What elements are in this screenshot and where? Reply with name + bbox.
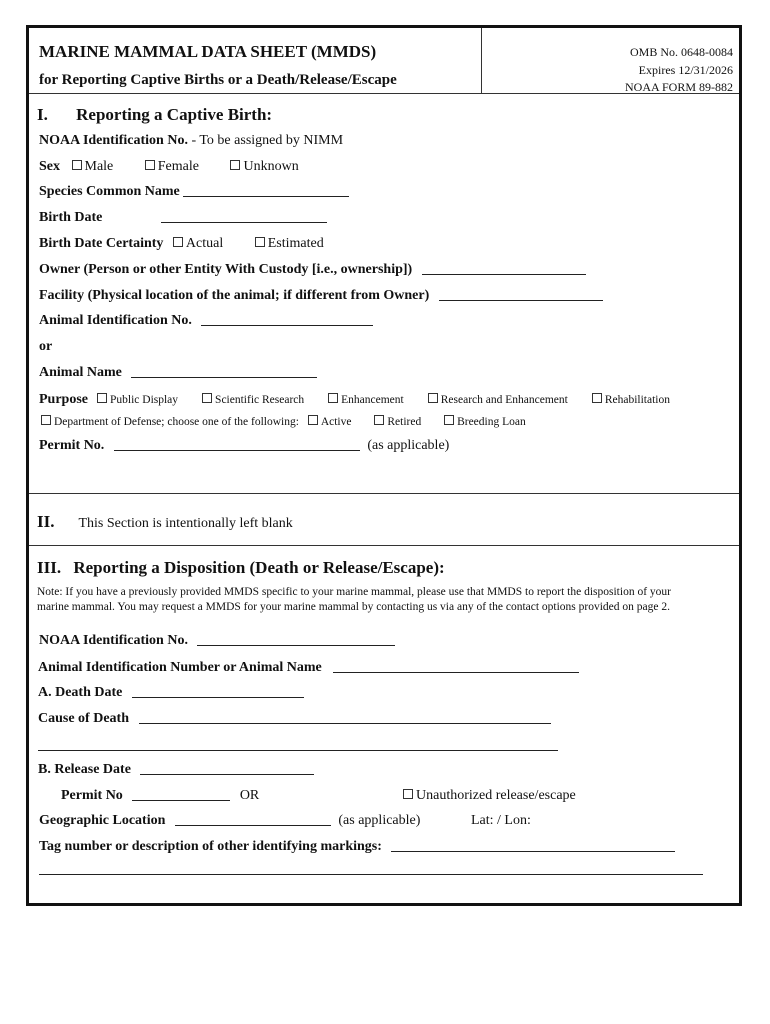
cause-row-2 (38, 736, 558, 754)
form-frame (26, 25, 742, 906)
s3-animal-id-label: Animal Identification Number or Animal Name (38, 660, 322, 675)
s3-permit-row (61, 788, 259, 804)
release-date-field[interactable] (140, 762, 314, 775)
certainty-actual-label: Actual (185, 236, 224, 251)
section2-bottom-rule (29, 545, 739, 546)
purpose-public-display-label: Public Display (110, 394, 179, 406)
geo-row (39, 813, 420, 829)
cause-row (38, 711, 551, 727)
cause-field[interactable] (139, 711, 551, 724)
death-date-row (38, 685, 304, 701)
certainty-row (39, 236, 344, 252)
certainty-estimated-label: Estimated (267, 236, 324, 251)
tag-label: Tag number or description of other identifying markings: (39, 839, 382, 854)
facility-field[interactable] (439, 288, 603, 301)
section3-title: Reporting a Disposition (Death or Release/Escape): (73, 558, 445, 577)
purpose-rehabilitation-checkbox[interactable] (592, 393, 602, 403)
header-bottom-rule (29, 93, 739, 94)
section2-text: This Section is intentionally left blank (78, 516, 293, 531)
section1-title: Reporting a Captive Birth: (76, 105, 273, 124)
animal-id-row (39, 313, 373, 329)
noaa-id-row (39, 133, 343, 149)
birth-date-label: Birth Date (39, 210, 103, 225)
unauthorized-checkbox[interactable] (403, 789, 413, 799)
form-subtitle: for Reporting Captive Births or a Death/Release/Escape (39, 72, 397, 88)
animal-name-row (39, 365, 317, 381)
purpose-scientific-research-checkbox[interactable] (202, 393, 212, 403)
expiration-date: Expires 12/31/2026 (638, 63, 733, 77)
s3-permit-field[interactable] (132, 788, 230, 801)
dod-row (41, 415, 546, 428)
tag-field[interactable] (391, 839, 675, 852)
purpose-research-enhancement-label: Research and Enhancement (440, 394, 568, 406)
dod-retired-label: Retired (387, 416, 422, 428)
certainty-actual-checkbox[interactable] (173, 237, 183, 247)
section3-note-line2: marine mammal. You may request a MMDS for your marine mammal by contacting us via any of the contact options provided on page 2. (37, 601, 670, 613)
purpose-public-display-checkbox[interactable] (97, 393, 107, 403)
birth-date-row (39, 210, 327, 226)
s3-animal-id-row (38, 660, 579, 676)
species-field[interactable] (183, 184, 349, 197)
permit-suffix: (as applicable) (367, 438, 450, 453)
tag-row-2 (39, 860, 703, 878)
certainty-estimated-checkbox[interactable] (255, 237, 265, 247)
certainty-label: Birth Date Certainty (39, 236, 164, 251)
section1-numeral: I. (37, 105, 48, 124)
s3-noaa-id-label: NOAA Identification No. (39, 633, 188, 648)
cause-field-line2[interactable] (38, 738, 558, 751)
owner-field[interactable] (422, 262, 586, 275)
animal-id-field[interactable] (201, 313, 373, 326)
dod-checkbox[interactable] (41, 415, 51, 425)
unauthorized-row (403, 788, 576, 804)
s3-noaa-id-row (39, 633, 395, 649)
purpose-enhancement-checkbox[interactable] (328, 393, 338, 403)
purpose-label: Purpose (39, 392, 88, 407)
facility-row (39, 288, 603, 304)
sex-female-checkbox[interactable] (145, 160, 155, 170)
release-date-label: B. Release Date (38, 762, 131, 777)
facility-label: Facility (Physical location of the animal; if different from Owner) (39, 288, 430, 303)
release-date-row (38, 762, 314, 778)
sex-female-label: Female (157, 159, 199, 174)
tag-field-line2[interactable] (39, 862, 703, 875)
permit-field[interactable] (114, 438, 360, 451)
section3-numeral: III. (37, 558, 62, 577)
sex-unknown-label: Unknown (243, 159, 299, 174)
omb-number: OMB No. 0648-0084 (629, 45, 733, 59)
sex-row (39, 159, 319, 175)
purpose-research-enhancement-checkbox[interactable] (428, 393, 438, 403)
form-title: MARINE MAMMAL DATA SHEET (MMDS) (39, 42, 377, 61)
permit-row (39, 438, 449, 454)
section1-heading (37, 105, 272, 125)
s3-noaa-id-field[interactable] (197, 633, 395, 646)
dod-label: Department of Defense; choose one of the following: (54, 416, 299, 428)
s3-or-label: OR (239, 788, 260, 803)
dod-retired-checkbox[interactable] (374, 415, 384, 425)
purpose-row (39, 390, 670, 408)
section2-numeral: II. (37, 512, 55, 531)
purpose-scientific-research-label: Scientific Research (215, 394, 305, 406)
geo-label: Geographic Location (39, 813, 166, 828)
dod-breeding-loan-checkbox[interactable] (444, 415, 454, 425)
cause-label: Cause of Death (38, 711, 129, 726)
sex-label: Sex (39, 159, 60, 174)
latlon-label: Lat: / Lon: (471, 813, 531, 828)
birth-date-field[interactable] (161, 210, 327, 223)
species-row (39, 184, 349, 200)
noaa-id-note: - To be assigned by NIMM (191, 133, 344, 148)
geo-suffix: (as applicable) (338, 813, 421, 828)
header-divider (481, 28, 482, 93)
sex-male-checkbox[interactable] (72, 160, 82, 170)
s3-animal-id-field[interactable] (333, 660, 579, 673)
species-label: Species Common Name (39, 184, 180, 199)
section2-row (37, 512, 293, 532)
unauthorized-label: Unauthorized release/escape (416, 788, 576, 803)
purpose-rehabilitation-label: Rehabilitation (604, 394, 670, 406)
death-date-label: A. Death Date (38, 685, 123, 700)
tag-row (39, 839, 675, 855)
permit-label: Permit No. (39, 438, 105, 453)
sex-male-label: Male (84, 159, 114, 174)
sex-unknown-checkbox[interactable] (230, 160, 240, 170)
dod-active-checkbox[interactable] (308, 415, 318, 425)
owner-row (39, 262, 586, 278)
geo-field[interactable] (175, 813, 331, 826)
form-number: NOAA FORM 89-882 (624, 80, 733, 94)
s3-permit-label: Permit No (61, 788, 123, 803)
purpose-enhancement-label: Enhancement (341, 394, 404, 406)
section1-bottom-rule (29, 493, 739, 494)
animal-id-label: Animal Identification No. (39, 313, 192, 328)
dod-breeding-loan-label: Breeding Loan (457, 416, 526, 428)
noaa-id-label: NOAA Identification No. (39, 133, 188, 148)
death-date-field[interactable] (132, 685, 304, 698)
animal-name-label: Animal Name (39, 365, 122, 380)
dod-active-label: Active (320, 416, 352, 428)
section3-note-line1: Note: If you have a previously provided MMDS specific to your marine mammal, please use that MMDS to report the disposition of your (37, 586, 671, 598)
or-label: or (39, 339, 53, 354)
owner-label: Owner (Person or other Entity With Custody [i.e., ownership]) (39, 262, 413, 277)
animal-name-field[interactable] (131, 365, 317, 378)
section3-heading (37, 558, 445, 578)
